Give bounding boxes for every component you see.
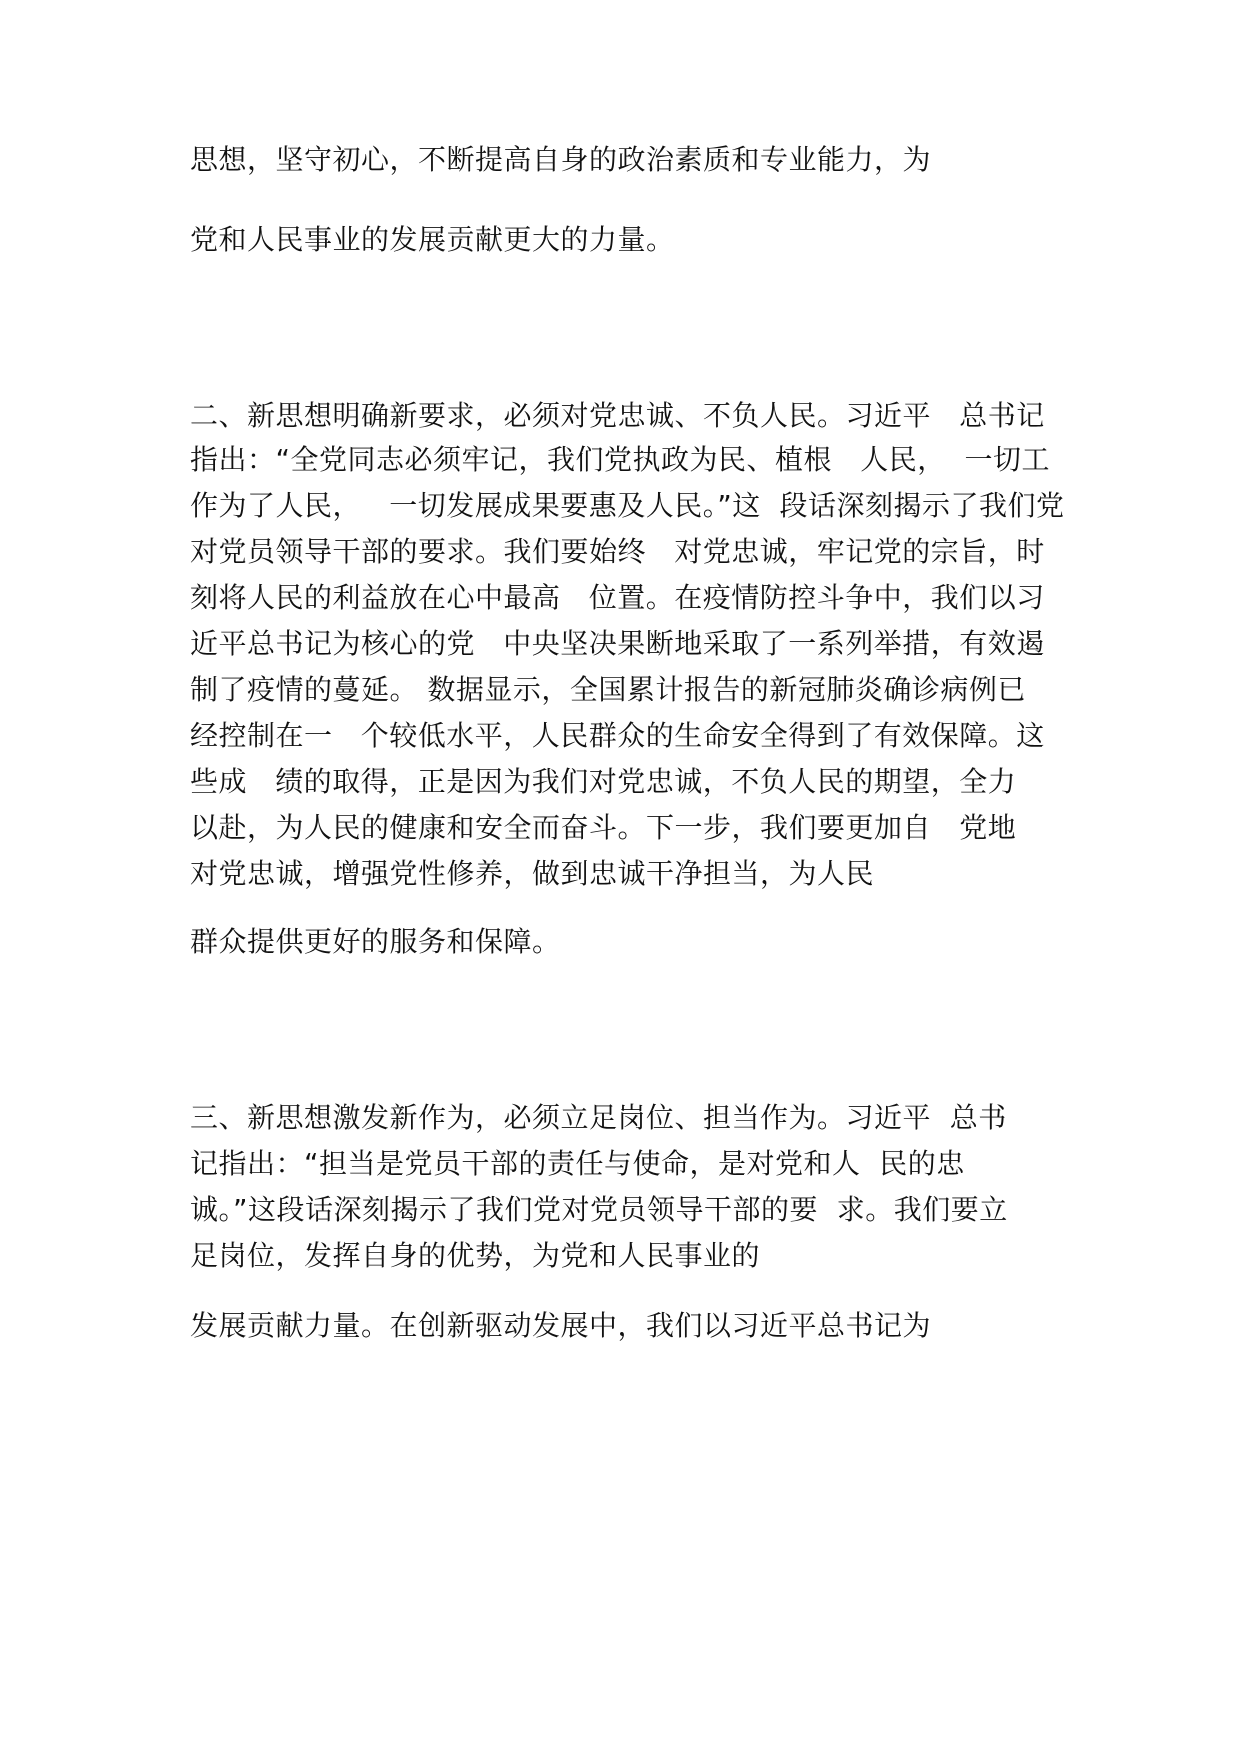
text-line: 足岗位，发挥自身的优势，为党和人民事业的 xyxy=(190,1239,761,1272)
text-line: 经控制在一 个较低水平，人民群众的生命安全得到了有效保障。这 xyxy=(190,719,1045,752)
text-line: 近平总书记为核心的党 中央坚决果断地采取了一系列举措，有效遏 xyxy=(190,627,1045,660)
text-line: 诚。”这段话深刻揭示了我们党对党员领导干部的要 求。我们要立 xyxy=(190,1193,1008,1226)
text-line: 记指出：“担当是党员干部的责任与使命，是对党和人 民的忠 xyxy=(190,1147,965,1180)
text-line: 发展贡献力量。在创新驱动发展中，我们以习近平总书记为 xyxy=(190,1309,932,1342)
text-line: 以赴，为人民的健康和安全而奋斗。下一步，我们要更加自 党地 xyxy=(190,811,1017,844)
text-line: 党和人民事业的发展贡献更大的力量。 xyxy=(190,223,675,256)
text-line: 作为了人民， 一切发展成果要惠及人民。”这 段话深刻揭示了我们党 xyxy=(190,489,1065,522)
text-line: 些成 绩的取得，正是因为我们对党忠诚，不负人民的期望，全力 xyxy=(190,765,1017,798)
text-line: 指出：“全党同志必须牢记，我们党执政为民、植根 人民， 一切工 xyxy=(190,443,1051,476)
text-line: 制了疫情的蔓延。 数据显示，全国累计报告的新冠肺炎确诊病例已 xyxy=(190,673,1026,706)
section-heading-line: 三、新思想激发新作为，必须立足岗位、担当作为。习近平 总书 xyxy=(190,1101,1007,1134)
text-line: 刻将人民的利益放在心中最高 位置。在疫情防控斗争中，我们以习 xyxy=(190,581,1045,614)
section-heading-line: 二、新思想明确新要求，必须对党忠诚、不负人民。习近平 总书记 xyxy=(190,399,1045,432)
text-line: 群众提供更好的服务和保障。 xyxy=(190,925,561,958)
text-line: 对党员领导干部的要求。我们要始终 对党忠诚，牢记党的宗旨，时 xyxy=(190,535,1045,568)
text-line: 思想，坚守初心，不断提高自身的政治素质和专业能力，为 xyxy=(190,143,932,176)
text-line: 对党忠诚，增强党性修养，做到忠诚干净担当，为人民 xyxy=(190,857,875,890)
